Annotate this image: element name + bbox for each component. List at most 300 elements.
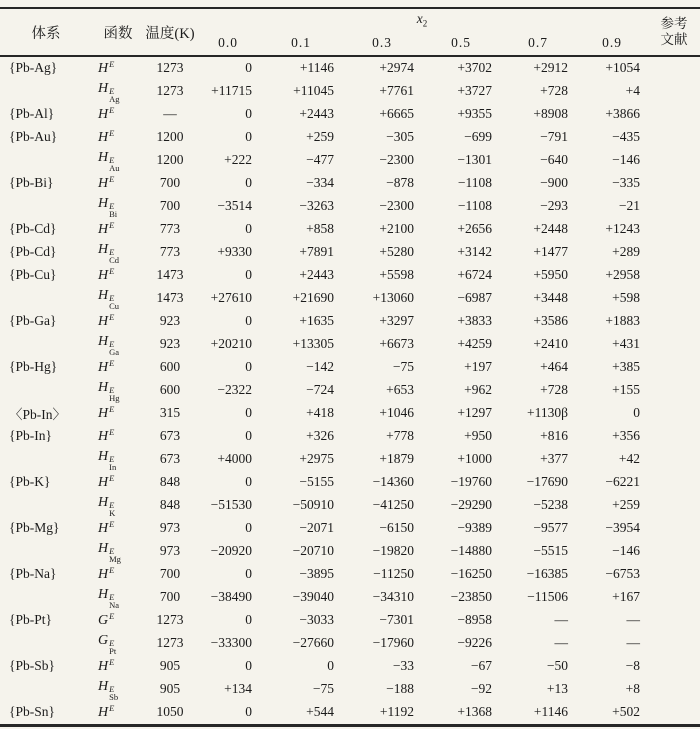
value-cell-x2: −14360 bbox=[372, 474, 414, 490]
system-cell: {Pb-Ag} bbox=[9, 60, 58, 76]
function-superscript: E bbox=[109, 611, 115, 622]
system-cell: {Pb-K} bbox=[9, 474, 51, 490]
value-cell-x3: +3142 bbox=[457, 244, 492, 260]
function-superscript: E bbox=[109, 200, 115, 211]
value-cell-x4: −791 bbox=[540, 129, 568, 145]
table-row bbox=[0, 149, 700, 172]
system-cell bbox=[0, 494, 92, 517]
value-cell-x0: 0 bbox=[245, 612, 252, 628]
value-cell-x3: +197 bbox=[464, 359, 492, 375]
value-cell-x2: +2100 bbox=[379, 221, 414, 237]
function-column-header: 函数 bbox=[92, 8, 144, 56]
value-cell-x3: +1000 bbox=[457, 451, 492, 467]
function-subscript: Ga bbox=[109, 346, 120, 357]
reference-cell bbox=[648, 172, 700, 195]
temperature-cell: 315 bbox=[159, 405, 181, 421]
value-cell-x5: +42 bbox=[618, 451, 640, 467]
table-row bbox=[0, 287, 700, 310]
value-cell-x4: +3448 bbox=[533, 290, 568, 306]
function-symbol: H bbox=[98, 241, 109, 257]
function-symbol: H bbox=[98, 61, 109, 77]
value-cell-x5: −435 bbox=[612, 129, 640, 145]
function-cell bbox=[92, 126, 144, 149]
function-cell bbox=[92, 586, 144, 609]
table-row bbox=[0, 310, 700, 333]
value-cell-x3: +3833 bbox=[457, 313, 492, 329]
function-cell bbox=[92, 218, 144, 241]
table-row bbox=[0, 333, 700, 356]
system-cell: 〈Pb-In〉 bbox=[9, 407, 66, 423]
function-cell bbox=[92, 563, 144, 586]
value-cell-x1: −3033 bbox=[299, 612, 334, 628]
table-header bbox=[0, 8, 700, 56]
value-cell-x1: +858 bbox=[306, 221, 334, 237]
value-cell-x0: −2322 bbox=[217, 382, 252, 398]
value-cell-x0: 0 bbox=[245, 566, 252, 582]
function-cell bbox=[92, 540, 144, 563]
reference-header-line2: 文献 bbox=[660, 32, 688, 47]
value-cell-x4: +728 bbox=[540, 382, 568, 398]
function-cell bbox=[92, 195, 144, 218]
value-cell-x1: −142 bbox=[306, 359, 334, 375]
system-cell bbox=[0, 678, 92, 701]
reference-cell bbox=[648, 517, 700, 540]
value-cell-x4: −5238 bbox=[533, 497, 568, 513]
value-cell-x2: −6150 bbox=[379, 520, 414, 536]
function-superscript: E bbox=[109, 683, 115, 694]
function-cell bbox=[92, 632, 144, 655]
function-subscript: Na bbox=[109, 599, 120, 610]
value-cell-x3: −699 bbox=[464, 129, 492, 145]
value-cell-x1: +259 bbox=[306, 129, 334, 145]
value-cell-x3: −67 bbox=[470, 658, 492, 674]
value-cell-x5: +431 bbox=[612, 336, 640, 352]
value-cell-x3: +9355 bbox=[457, 106, 492, 122]
function-cell bbox=[92, 149, 144, 172]
function-cell bbox=[92, 471, 144, 494]
value-cell-x1: −3263 bbox=[299, 198, 334, 214]
value-cell-x5: −146 bbox=[612, 543, 640, 559]
function-symbol: H bbox=[98, 130, 109, 146]
table-row bbox=[0, 494, 700, 517]
function-symbol: H bbox=[98, 406, 109, 422]
value-cell-x5: +356 bbox=[612, 428, 640, 444]
function-sup-sub-stack bbox=[109, 685, 118, 701]
value-cell-x5: −335 bbox=[612, 175, 640, 191]
function-cell bbox=[92, 56, 144, 80]
reference-cell bbox=[648, 356, 700, 379]
function-symbol: H bbox=[98, 149, 109, 165]
value-cell-x5: −8 bbox=[625, 658, 640, 674]
value-cell-x1: +1146 bbox=[299, 60, 334, 76]
value-cell-x0: −3514 bbox=[217, 198, 252, 214]
reference-cell bbox=[648, 471, 700, 494]
function-symbol: H bbox=[98, 379, 109, 395]
value-cell-x5: −3954 bbox=[605, 520, 640, 536]
table-row bbox=[0, 655, 700, 678]
value-cell-x3: −23850 bbox=[450, 589, 492, 605]
value-cell-x5: +385 bbox=[612, 359, 640, 375]
function-symbol: H bbox=[98, 521, 109, 537]
value-cell-x0: 0 bbox=[245, 704, 252, 720]
value-cell-x4: −17690 bbox=[526, 474, 568, 490]
value-cell-x1: −2071 bbox=[299, 520, 334, 536]
reference-cell bbox=[648, 241, 700, 264]
value-cell-x3: +962 bbox=[464, 382, 492, 398]
table-row bbox=[0, 195, 700, 218]
value-cell-x1: −5155 bbox=[299, 474, 334, 490]
temperature-cell: 673 bbox=[159, 451, 181, 467]
value-cell-x1: +2443 bbox=[299, 267, 334, 283]
value-cell-x2: −305 bbox=[386, 129, 414, 145]
function-symbol: H bbox=[98, 268, 109, 284]
table-row bbox=[0, 218, 700, 241]
x2-value-header-3: 0.5 bbox=[422, 31, 500, 56]
value-cell-x1: −50910 bbox=[292, 497, 334, 513]
function-sup-sub-stack bbox=[109, 202, 117, 218]
system-cell bbox=[0, 287, 92, 310]
value-cell-x5: +1243 bbox=[605, 221, 640, 237]
value-cell-x2: +5280 bbox=[379, 244, 414, 260]
function-symbol: H bbox=[98, 222, 109, 238]
temperature-cell: 923 bbox=[159, 336, 181, 352]
reference-cell bbox=[648, 678, 700, 701]
function-superscript: E bbox=[109, 384, 115, 395]
value-cell-x5: +598 bbox=[612, 290, 640, 306]
temperature-cell: 1273 bbox=[156, 612, 184, 628]
value-cell-x3: +1297 bbox=[457, 405, 492, 421]
function-subscript: Pt bbox=[109, 645, 117, 656]
reference-cell bbox=[648, 494, 700, 517]
value-cell-x0: 0 bbox=[245, 359, 252, 375]
function-symbol: H bbox=[98, 80, 109, 96]
value-cell-x1: −39040 bbox=[292, 589, 334, 605]
value-cell-x3: −6987 bbox=[457, 290, 492, 306]
table-row bbox=[0, 678, 700, 701]
value-cell-x2: +2974 bbox=[379, 60, 414, 76]
function-subscript: Au bbox=[109, 162, 120, 173]
value-cell-x2: +6665 bbox=[379, 106, 414, 122]
value-cell-x5: +155 bbox=[612, 382, 640, 398]
function-symbol: G bbox=[98, 613, 109, 629]
value-cell-x2: +1192 bbox=[379, 704, 414, 720]
reference-cell bbox=[648, 701, 700, 725]
value-cell-x2: +778 bbox=[386, 428, 414, 444]
value-cell-x4: +1477 bbox=[533, 244, 568, 260]
function-sup-sub-stack bbox=[109, 156, 119, 172]
value-cell-x3: −92 bbox=[470, 681, 492, 697]
function-superscript: E bbox=[109, 358, 115, 369]
function-symbol: H bbox=[98, 659, 109, 675]
value-cell-x5: +3866 bbox=[605, 106, 640, 122]
thermo-data-table bbox=[0, 7, 700, 727]
reference-cell bbox=[648, 586, 700, 609]
table-body bbox=[0, 56, 700, 725]
value-cell-x0: 0 bbox=[245, 405, 252, 421]
value-cell-x5: +2958 bbox=[605, 267, 640, 283]
function-sup-sub-stack bbox=[109, 386, 119, 402]
value-cell-x5: — bbox=[626, 612, 640, 628]
value-cell-x4: −900 bbox=[540, 175, 568, 191]
value-cell-x2: +5598 bbox=[379, 267, 414, 283]
value-cell-x4: +1146 bbox=[533, 704, 568, 720]
value-cell-x4: −11506 bbox=[527, 589, 568, 605]
value-cell-x4: −5515 bbox=[533, 543, 568, 559]
function-symbol: H bbox=[98, 429, 109, 445]
value-cell-x2: +7761 bbox=[379, 83, 414, 99]
system-cell: {Pb-Ga} bbox=[9, 313, 57, 329]
temperature-cell: 600 bbox=[159, 382, 181, 398]
system-column-header: 体系 bbox=[0, 8, 92, 56]
system-cell bbox=[0, 149, 92, 172]
function-symbol: H bbox=[98, 195, 109, 211]
table-row bbox=[0, 126, 700, 149]
function-sup-sub-stack bbox=[109, 87, 119, 103]
function-superscript: E bbox=[109, 338, 115, 349]
value-cell-x2: +13060 bbox=[372, 290, 414, 306]
value-cell-x2: −878 bbox=[386, 175, 414, 191]
temperature-cell: 848 bbox=[159, 474, 181, 490]
value-cell-x5: +502 bbox=[612, 704, 640, 720]
value-cell-x5: −146 bbox=[612, 152, 640, 168]
value-cell-x5: −6221 bbox=[605, 474, 640, 490]
table-row bbox=[0, 517, 700, 540]
value-cell-x2: +1046 bbox=[379, 405, 414, 421]
function-cell bbox=[92, 655, 144, 678]
value-cell-x4: +2410 bbox=[533, 336, 568, 352]
value-cell-x5: +167 bbox=[612, 589, 640, 605]
function-subscript: Cu bbox=[109, 300, 120, 311]
value-cell-x3: +2656 bbox=[457, 221, 492, 237]
value-cell-x1: +21690 bbox=[292, 290, 334, 306]
table-row bbox=[0, 241, 700, 264]
temperature-cell: 905 bbox=[159, 658, 181, 674]
function-cell bbox=[92, 609, 144, 632]
value-cell-x2: −34310 bbox=[372, 589, 414, 605]
system-cell bbox=[0, 448, 92, 471]
value-cell-x2: −33 bbox=[392, 658, 414, 674]
function-symbol: H bbox=[98, 360, 109, 376]
reference-cell bbox=[648, 402, 700, 425]
value-cell-x0: +11715 bbox=[211, 83, 252, 99]
value-cell-x1: −27660 bbox=[292, 635, 334, 651]
value-cell-x4: — bbox=[554, 612, 568, 628]
temperature-cell: 923 bbox=[159, 313, 181, 329]
temperature-cell: 848 bbox=[159, 497, 181, 513]
value-cell-x3: −1301 bbox=[457, 152, 492, 168]
temperature-cell: 773 bbox=[159, 221, 181, 237]
function-cell bbox=[92, 448, 144, 471]
value-cell-x4: +728 bbox=[540, 83, 568, 99]
system-cell bbox=[0, 80, 92, 103]
function-cell bbox=[92, 494, 144, 517]
function-subscript: Ag bbox=[109, 93, 120, 104]
function-sup-sub-stack bbox=[109, 547, 121, 563]
value-cell-x4: −640 bbox=[540, 152, 568, 168]
system-cell bbox=[0, 586, 92, 609]
function-cell bbox=[92, 379, 144, 402]
reference-cell bbox=[648, 655, 700, 678]
value-cell-x3: −16250 bbox=[450, 566, 492, 582]
value-cell-x0: −51530 bbox=[210, 497, 252, 513]
value-cell-x1: +326 bbox=[306, 428, 334, 444]
value-cell-x4: +3586 bbox=[533, 313, 568, 329]
table-row bbox=[0, 471, 700, 494]
reference-cell bbox=[648, 56, 700, 80]
value-cell-x1: −3895 bbox=[299, 566, 334, 582]
value-cell-x0: −20920 bbox=[210, 543, 252, 559]
value-cell-x2: +6673 bbox=[379, 336, 414, 352]
value-cell-x5: −21 bbox=[618, 198, 640, 214]
value-cell-x1: +418 bbox=[306, 405, 334, 421]
function-superscript: E bbox=[109, 473, 115, 484]
temperature-cell: 973 bbox=[159, 543, 181, 559]
table-row bbox=[0, 701, 700, 725]
function-cell bbox=[92, 402, 144, 425]
x2-value-header-5: 0.9 bbox=[576, 31, 648, 56]
reference-cell bbox=[648, 425, 700, 448]
table-row bbox=[0, 379, 700, 402]
value-cell-x4: +2912 bbox=[533, 60, 568, 76]
value-cell-x3: +4259 bbox=[457, 336, 492, 352]
temperature-cell: 1473 bbox=[156, 290, 184, 306]
value-cell-x3: +6724 bbox=[457, 267, 492, 283]
x2-subscript: 2 bbox=[422, 18, 428, 29]
temperature-cell: 1050 bbox=[156, 704, 184, 720]
function-superscript: E bbox=[109, 174, 115, 185]
value-cell-x3: −14880 bbox=[450, 543, 492, 559]
function-cell bbox=[92, 264, 144, 287]
function-superscript: E bbox=[109, 59, 115, 70]
value-cell-x1: +544 bbox=[306, 704, 334, 720]
function-superscript: E bbox=[109, 246, 115, 257]
function-sup-sub-stack bbox=[109, 294, 119, 310]
temperature-cell: 973 bbox=[159, 520, 181, 536]
function-superscript: E bbox=[109, 427, 115, 438]
value-cell-x3: −1108 bbox=[457, 198, 492, 214]
value-cell-x3: −19760 bbox=[450, 474, 492, 490]
table-row bbox=[0, 563, 700, 586]
value-cell-x3: −9389 bbox=[457, 520, 492, 536]
value-cell-x5: −6753 bbox=[605, 566, 640, 582]
function-cell bbox=[92, 701, 144, 725]
table-row bbox=[0, 80, 700, 103]
value-cell-x5: — bbox=[626, 635, 640, 651]
function-cell bbox=[92, 678, 144, 701]
value-cell-x5: +8 bbox=[625, 681, 640, 697]
value-cell-x0: +27610 bbox=[210, 290, 252, 306]
x2-group-header bbox=[196, 8, 648, 31]
system-cell: {Pb-Pt} bbox=[9, 612, 52, 628]
function-subscript: Cd bbox=[109, 254, 120, 265]
function-superscript: E bbox=[109, 220, 115, 231]
value-cell-x3: −1108 bbox=[457, 175, 492, 191]
system-cell: {Pb-Na} bbox=[9, 566, 57, 582]
value-cell-x1: 0 bbox=[327, 658, 334, 674]
reference-cell bbox=[648, 149, 700, 172]
value-cell-x1: +11045 bbox=[293, 83, 334, 99]
value-cell-x4: +816 bbox=[540, 428, 568, 444]
value-cell-x3: −9226 bbox=[457, 635, 492, 651]
value-cell-x3: −8958 bbox=[457, 612, 492, 628]
value-cell-x1: +1635 bbox=[299, 313, 334, 329]
function-symbol: H bbox=[98, 494, 109, 510]
value-cell-x5: +289 bbox=[612, 244, 640, 260]
value-cell-x1: −20710 bbox=[292, 543, 334, 559]
function-cell bbox=[92, 425, 144, 448]
value-cell-x2: −11250 bbox=[373, 566, 414, 582]
value-cell-x0: +9330 bbox=[217, 244, 252, 260]
system-cell: {Pb-Cd} bbox=[9, 221, 57, 237]
temperature-cell: 1273 bbox=[156, 60, 184, 76]
function-superscript: E bbox=[109, 105, 115, 116]
value-cell-x3: +950 bbox=[464, 428, 492, 444]
function-superscript: E bbox=[109, 637, 115, 648]
function-cell bbox=[92, 241, 144, 264]
value-cell-x0: +4000 bbox=[217, 451, 252, 467]
reference-cell bbox=[648, 287, 700, 310]
value-cell-x2: −17960 bbox=[372, 635, 414, 651]
temperature-cell: 1273 bbox=[156, 635, 184, 651]
value-cell-x2: −7301 bbox=[379, 612, 414, 628]
value-cell-x0: 0 bbox=[245, 520, 252, 536]
function-symbol: H bbox=[98, 705, 109, 721]
system-cell: {Pb-Cu} bbox=[9, 267, 57, 283]
reference-cell bbox=[648, 264, 700, 287]
value-cell-x4: −293 bbox=[540, 198, 568, 214]
function-symbol: H bbox=[98, 314, 109, 330]
table-row bbox=[0, 103, 700, 126]
temperature-cell: 600 bbox=[159, 359, 181, 375]
function-cell bbox=[92, 333, 144, 356]
value-cell-x2: −2300 bbox=[379, 152, 414, 168]
function-superscript: E bbox=[109, 591, 115, 602]
reference-cell bbox=[648, 448, 700, 471]
value-cell-x0: −38490 bbox=[210, 589, 252, 605]
value-cell-x0: +222 bbox=[224, 152, 252, 168]
function-cell bbox=[92, 517, 144, 540]
function-superscript: E bbox=[109, 565, 115, 576]
function-superscript: E bbox=[109, 545, 115, 556]
value-cell-x5: +1054 bbox=[605, 60, 640, 76]
system-cell: {Pb-Au} bbox=[9, 129, 58, 145]
function-superscript: E bbox=[109, 312, 115, 323]
temperature-cell: 1473 bbox=[156, 267, 184, 283]
value-cell-x0: 0 bbox=[245, 428, 252, 444]
function-superscript: E bbox=[109, 703, 115, 714]
function-symbol: H bbox=[98, 567, 109, 583]
reference-cell bbox=[648, 632, 700, 655]
value-cell-x2: −2300 bbox=[379, 198, 414, 214]
function-symbol: H bbox=[98, 586, 109, 602]
temperature-cell: 700 bbox=[159, 566, 181, 582]
system-cell bbox=[0, 540, 92, 563]
function-symbol: H bbox=[98, 540, 109, 556]
system-cell: {Pb-Hg} bbox=[9, 359, 58, 375]
reference-cell bbox=[648, 218, 700, 241]
reference-cell bbox=[648, 379, 700, 402]
x2-symbol: x bbox=[416, 11, 423, 27]
system-cell: {Pb-Sn} bbox=[9, 704, 55, 720]
temperature-cell: 1273 bbox=[156, 83, 184, 99]
function-superscript: E bbox=[109, 404, 115, 415]
value-cell-x5: 0 bbox=[633, 405, 640, 421]
value-cell-x4: −16385 bbox=[526, 566, 568, 582]
function-sup-sub-stack bbox=[109, 455, 116, 471]
table-row bbox=[0, 172, 700, 195]
value-cell-x4: +8908 bbox=[533, 106, 568, 122]
value-cell-x1: +7891 bbox=[299, 244, 334, 260]
